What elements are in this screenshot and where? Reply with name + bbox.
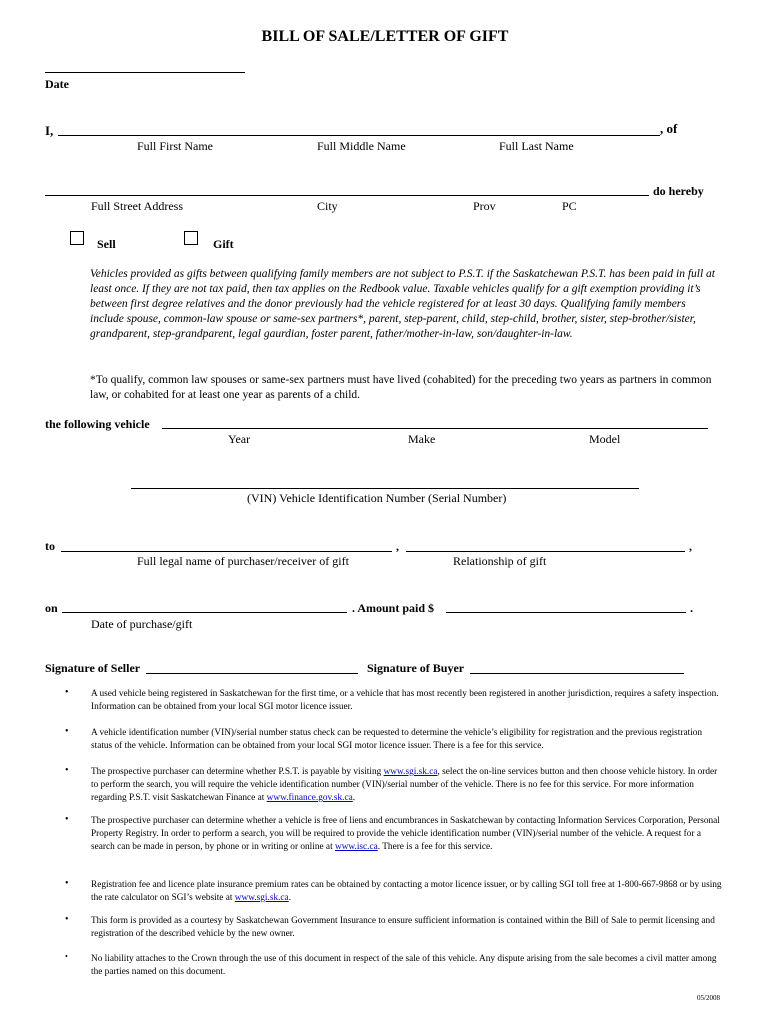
bullet-dot: • [65,687,69,698]
sell-label: Sell [97,237,116,251]
bullet-dot: • [65,814,69,825]
gift-checkbox[interactable] [184,231,198,245]
seller-signature-label: Signature of Seller [45,661,141,675]
bullet-text: . [352,793,356,803]
following-vehicle-label: the following vehicle [45,417,150,431]
bullet-item [91,815,723,854]
bullet-dot: • [65,952,68,961]
bullet-text: The prospective purchaser can determine whether P.S.T. is payable by visiting [91,767,384,777]
purchaser-name-field[interactable] [61,551,392,552]
date-purchase-field[interactable] [62,612,347,613]
bullet-text: , select the on-line services button and then choose vehicle history. In order to perform the search, you will require the vehicle identification number (VIN)/serial number of the vehicle. There is no fee for this service. For more information regarding P.S.T. visit Saskatchewan Finance at [91,767,718,803]
bullet-text: The prospective purchaser can determine whether a vehicle is free of liens and encumbrances in Saskatchewan by contacting Information Services Corporation, Personal Property Registry. In order to perform a search, you will be required to provide the vehicle identification number (VIN)/serial number of the vehicle. A request for a search can be made in person, by phone or in writing or online at [91,816,720,852]
bullet-item: This form is provided as a courtesy by Saskatchewan Government Insurance to ensure sufficient information is contained within the Bill of Sale to permit licensing and registration of the described vehicle by the new owner. [91,916,715,939]
on-label: on [45,601,58,615]
vehicle-field[interactable] [162,428,708,429]
date-label: Date [45,77,69,91]
bullet-dot: • [65,765,69,776]
date-field[interactable] [45,72,245,73]
bullet-item [91,766,723,805]
page-title: BILL OF SALE/LETTER OF GIFT [261,28,509,45]
isc-link[interactable]: www.isc.ca [334,842,378,852]
comma-1: , [396,539,399,553]
last-name-label: Full Last Name [499,139,574,153]
bullet-text: Registration fee and licence plate insurance premium rates can be obtained by contacting a motor licence issuer, or by calling SGI toll free at 1-800-667-9868 or by using the rate calculator on SGI’s website at [91,880,722,903]
middle-name-label: Full Middle Name [317,139,406,153]
gift-info-paragraph: Vehicles provided as gifts between qualifying family members are not subject to P.S.T. if the Saskatchewan P.S.T. has been paid in full at least once. If they are not tax paid, then tax applies on the Redbook value. Taxable vehicles qualify for a gift exemption providing it’s between first degree relatives and the donor previously had the vehicle registered for at least 30 days. Qualifying family members include spouse, common-law spouse or same-sex partners*, parent, step-parent, child, step-child, brother, sister, step-brother/sister, grandparent, step-grandparent, legal gaurdian, foster parent, father/mother-in-law, son/daughter-in-law. [90,268,715,340]
amount-paid-label: . Amount paid $ [352,601,435,615]
form-version: 05/2008 [697,994,720,1002]
make-label: Make [408,432,436,446]
city-label: City [317,199,338,213]
prov-label: Prov [473,199,496,213]
bullet-dot: • [65,878,69,889]
first-name-label: Full First Name [137,139,214,153]
vin-label: (VIN) Vehicle Identification Number (Serial Number) [247,491,507,505]
do-hereby-label: do hereby [653,184,704,198]
relationship-field[interactable] [406,551,685,552]
sgi-link[interactable]: www.sgi.sk.ca [234,893,289,903]
bullet-text: . [288,893,292,903]
purchaser-label: Full legal name of purchaser/receiver of gift [137,554,349,568]
amount-period: . [690,601,693,615]
pc-label: PC [562,199,577,213]
full-name-field[interactable] [58,135,660,136]
bullet-dot: • [65,726,69,737]
model-label: Model [589,432,621,446]
of-label: , of [660,121,678,136]
finance-link[interactable]: www.finance.gov.sk.ca [266,793,353,803]
bullet-item: A used vehicle being registered in Saskatchewan for the first time, or a vehicle that has most recently been registered in another jurisdiction, requires a safety inspection. Information can be obtained from your local SGI motor licence issuer. [91,689,719,712]
vin-field[interactable] [131,488,639,489]
qualify-paragraph: *To qualify, common law spouses or same-sex partners must have lived (cohabited) for the preceding two years as partners in common law, or cohabited for at least one year as parents of a child. [90,374,712,401]
relationship-label: Relationship of gift [453,554,547,568]
comma-2: , [689,539,692,553]
buyer-signature-label: Signature of Buyer [367,661,465,675]
bullet-item: No liability attaches to the Crown through the use of this document in respect of the sale of this vehicle. Any dispute arising from the sale becomes a civil matter among the parties named on this document. [91,954,717,977]
seller-signature-field[interactable] [146,673,358,674]
to-label: to [45,539,55,553]
gift-label: Gift [213,237,234,251]
i-label: I, [45,123,54,138]
date-purchase-label: Date of purchase/gift [91,617,193,631]
bullet-item: A vehicle identification number (VIN)/serial number status check can be requested to determine the vehicle’s eligibility for registration and the previous registration status of the vehicle. Information can be obtained from your local SGI motor licence issuer. There is a fee for this service. [91,728,703,751]
bullet-item [91,879,723,905]
sell-checkbox[interactable] [70,231,84,245]
bullet-dot: • [65,914,69,925]
year-label: Year [228,432,251,446]
buyer-signature-field[interactable] [470,673,684,674]
street-label: Full Street Address [91,199,183,213]
amount-field[interactable] [446,612,686,613]
sgi-link[interactable]: www.sgi.sk.ca [383,767,438,777]
address-field[interactable] [45,195,649,196]
bullet-text: . There is a fee for this service. [377,842,493,852]
